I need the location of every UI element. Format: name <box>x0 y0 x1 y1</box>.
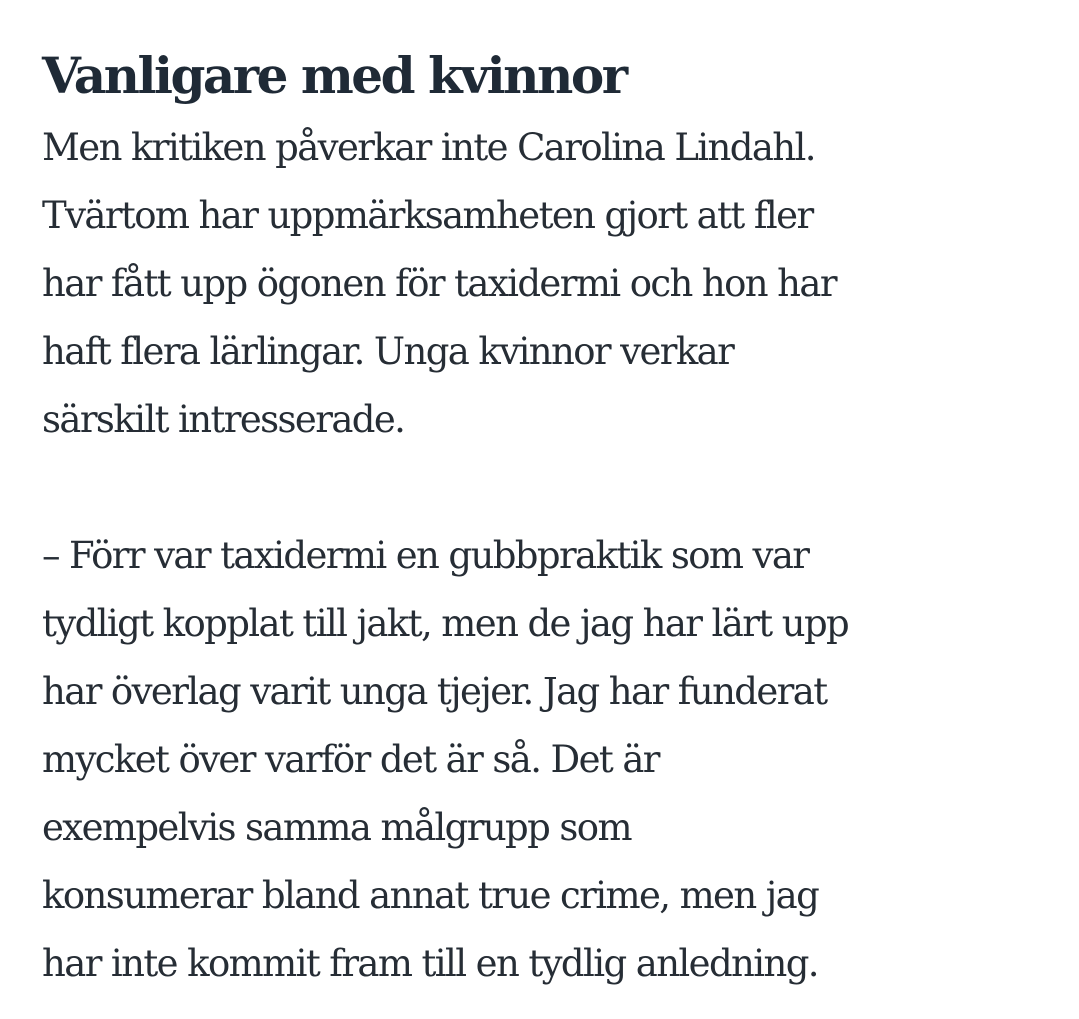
paragraph-line: har inte kommit fram till en tydlig anledning. <box>42 942 818 985</box>
paragraph-1 <box>42 114 1052 454</box>
paragraph-2-quote <box>42 522 1052 998</box>
paragraph-spacer <box>42 454 1052 522</box>
article-body <box>42 38 1052 998</box>
paragraph-line: – Förr var taxidermi en gubbpraktik som var <box>42 534 809 577</box>
paragraph-line: konsumerar bland annat true crime, men jag <box>42 874 819 917</box>
paragraph-line: har överlag varit unga tjejer. Jag har funderat <box>42 670 827 713</box>
paragraph-line: mycket över varför det är så. Det är <box>42 738 659 781</box>
paragraph-line: haft flera lärlingar. Unga kvinnor verkar <box>42 330 734 373</box>
paragraph-line: tydligt kopplat till jakt, men de jag har lärt upp <box>42 602 849 645</box>
paragraph-line: särskilt intresserade. <box>42 398 405 441</box>
paragraph-line: exempelvis samma målgrupp som <box>42 806 631 849</box>
paragraph-line: Tvärtom har uppmärksamheten gjort att fler <box>42 194 813 237</box>
paragraph-line: har fått upp ögonen för taxidermi och hon har <box>42 262 836 305</box>
section-heading: Vanligare med kvinnor <box>42 46 626 105</box>
paragraph-line: Men kritiken påverkar inte Carolina Lindahl. <box>42 126 815 169</box>
